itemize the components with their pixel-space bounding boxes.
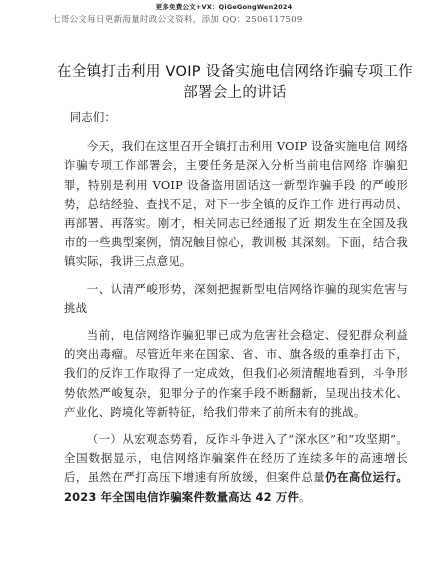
paragraph-subsection-1 <box>64 430 408 507</box>
subsection-1-text: （一）从宏观态势看，反诈斗争进入了“深水区”和“攻坚期”。全国数据显示，电信网络诈骗案件在经历了连续多年的高速增长后，虽然在严打高压下增速有所放缓，但案件总量 <box>64 432 408 485</box>
paragraph-intro: 今天，我们在这里召开全镇打击利用 VOIP 设备实施电信 网络诈骗专项工作部署会，主要任务是深入分析当前电信网络 诈骗犯罪，特别是利用 VOIP 设备盗用固话这一新型诈骗手段 的严峻形势，总结经验、查找不足，对下一步全镇的反诈工作 进行再动员、再部署、再落实。刚才，相关同志已经通报了近 期发生在全国及我市的一些典型案例，情况触目惊心，教训极 其深刻。下面，结合我镇实际，我讲三点意见。 <box>64 139 408 269</box>
page-title: 在全镇打击利用 VOIP 设备实施电信网络诈骗专项工作部署会上的讲话 <box>57 64 413 101</box>
section-heading-1: 一、认清严峻形势，深刻把握新型电信网络诈骗的现实危害与挑战 <box>64 281 408 315</box>
top-banner: 更多免费公文+VX：QiGeGongWen2024 <box>155 3 293 11</box>
document-body <box>64 108 408 515</box>
header-line: 七哥公文每日更新海量时政公文资料，添加 QQ：2506117509 <box>52 15 303 25</box>
salutation: 同志们： <box>69 110 117 124</box>
subsection-1-bold-text: 仍在高位运行。2023 年全国电信诈骗案件数量高达 42 万件 <box>64 470 408 504</box>
paragraph-situation: 当前，电信网络诈骗犯罪已成为危害社会稳定、侵犯群众利益的突出毒瘤。尽管近年来在国家、省、市、旗各级的重拳打击下，我们的反诈工作取得了一定成效，但我们必须清醒地看到，斗争形势依然严峻复杂，犯罪分子的作案手段不断翻新，呈现出技术化、产业化、跨境化等新特征，给我们带来了前所未有的挑战。 <box>64 328 408 419</box>
subsection-1-tail: 。 <box>299 489 311 504</box>
